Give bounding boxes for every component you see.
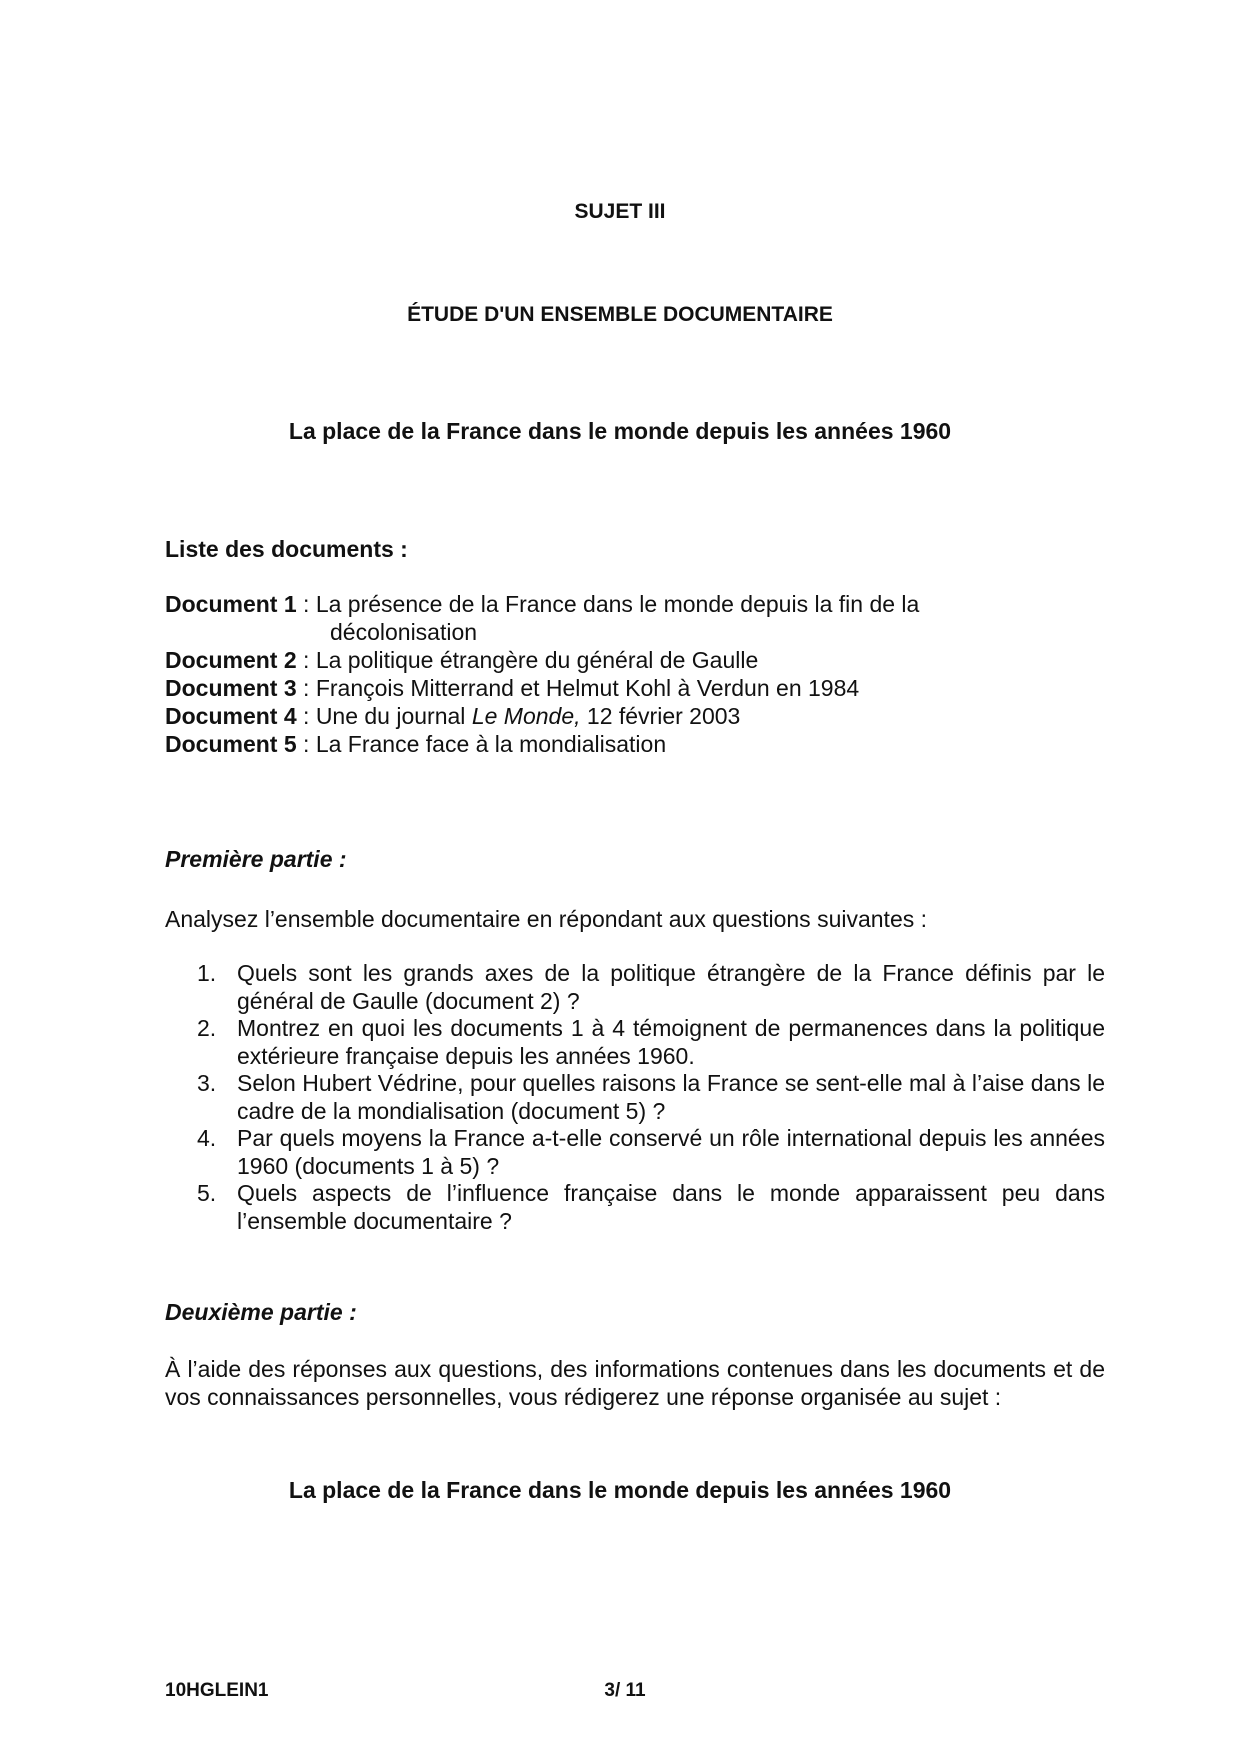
question-text: Quels sont les grands axes de la politique étrangère de la France définis par le général de Gaulle (document 2) ? [237,960,1105,1014]
document-title-continuation: décolonisation [330,619,478,645]
essay-subject-title: La place de la France dans le monde depuis les années 1960 [288,1477,952,1503]
question-list [197,960,1105,1235]
list-item-document-5 [165,730,1105,758]
list-item-question-5 [197,1180,1105,1235]
question-number: 2. [197,1015,217,1041]
list-item-document-4 [165,702,1105,730]
document-title: La présence de la France dans le monde depuis la fin de la [315,591,920,617]
document-separator: : [296,731,316,757]
etude-heading: ÉTUDE D'UN ENSEMBLE DOCUMENTAIRE [407,303,833,326]
page-number: 3/ 11 [604,1680,646,1701]
main-title: La place de la France dans le monde depuis les années 1960 [288,418,952,444]
document-separator: : [296,647,316,673]
question-text: Quels aspects de l’influence française dans le monde apparaissent peu dans l’ensemble documentaire ? [237,1180,1105,1234]
question-text: Par quels moyens la France a-t-elle conservé un rôle international depuis les années 1960 (documents 1 à 5) ? [237,1125,1105,1179]
list-item-document-2 [165,646,1105,674]
document-label: Document 5 [165,731,297,757]
document-separator: : [296,703,316,729]
document-title-part: 12 février 2003 [580,703,741,729]
document-title: François Mitterrand et Helmut Kohl à Verdun en 1984 [315,675,860,701]
list-item-question-3 [197,1070,1105,1125]
list-item-question-2 [197,1015,1105,1070]
document-title: La politique étrangère du général de Gaulle [315,647,759,673]
newspaper-name: Le Monde, [471,703,581,729]
document-label: Document 1 [165,591,297,617]
document-title-part: Une du journal [315,703,472,729]
premiere-partie-instructions: Analysez l’ensemble documentaire en répondant aux questions suivantes : [165,906,928,932]
document-label: Document 3 [165,675,297,701]
document-separator: : [296,591,316,617]
sujet-heading: SUJET III [574,200,666,223]
list-item-document-3 [165,674,1105,702]
list-item-question-4 [197,1125,1105,1180]
question-number: 4. [197,1125,217,1151]
question-number: 3. [197,1070,217,1096]
list-item-document-1 [165,590,1105,646]
deuxieme-partie-heading: Deuxième partie : [165,1299,357,1325]
exam-code: 10HGLEIN1 [165,1680,269,1701]
document-list-heading: Liste des documents : [165,536,408,562]
document-label: Document 4 [165,703,297,729]
document-separator: : [296,675,316,701]
document-list [165,590,1105,758]
question-text: Selon Hubert Védrine, pour quelles raisons la France se sent-elle mal à l’aise dans le cadre de la mondialisation (document 5) ? [237,1070,1105,1124]
question-number: 1. [197,960,217,986]
question-number: 5. [197,1180,217,1206]
question-text: Montrez en quoi les documents 1 à 4 témoignent de permanences dans la politique extérieure française depuis les années 1960. [237,1015,1105,1069]
premiere-partie-heading: Première partie : [165,846,347,872]
document-label: Document 2 [165,647,297,673]
document-title: La France face à la mondialisation [315,731,667,757]
list-item-question-1 [197,960,1105,1015]
deuxieme-partie-instructions: À l’aide des réponses aux questions, des informations contenues dans les documents et de vos connaissances personnelles, vous rédigerez une réponse organisée au sujet : [165,1356,1105,1410]
